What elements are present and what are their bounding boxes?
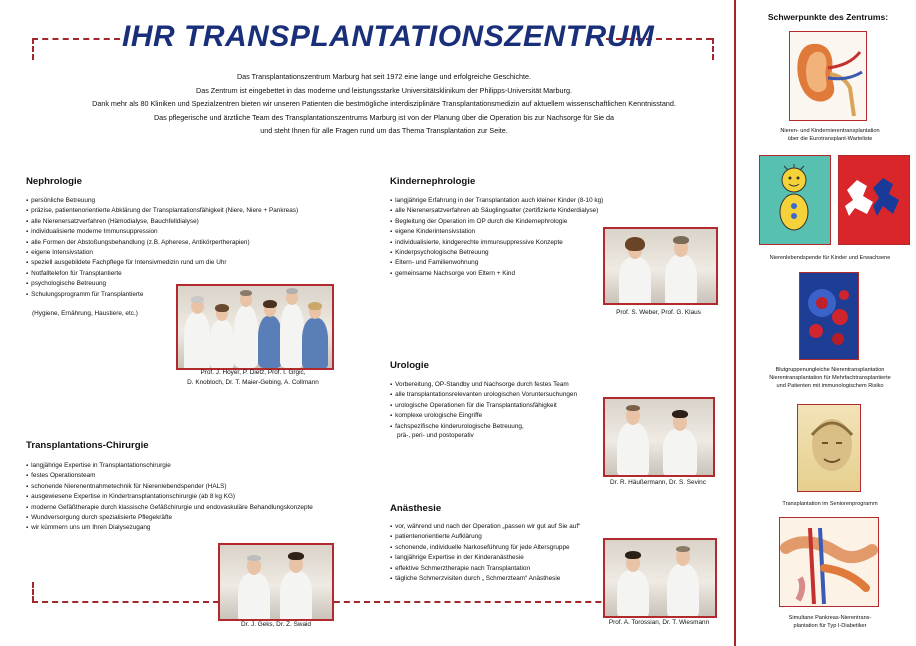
list-item: ▪ eigene Kinderintensivstation bbox=[390, 227, 603, 237]
list-item: ▪ schonende, individuelle Narkoseführung für jede Altersgruppe bbox=[390, 543, 580, 553]
section-heading-chirurgie: Transplantations-Chirurgie bbox=[26, 440, 149, 451]
sidebar-divider bbox=[734, 0, 736, 646]
list-item: ▪ alle transplantationsrelevanten urologischen Voruntersuchungen bbox=[390, 390, 577, 400]
list-item: ▪ Notfalltelefon für Transplantierte bbox=[26, 269, 298, 279]
intro-line: Das Transplantationszentrum Marburg hat seit 1972 eine lange und erfolgreiche Geschichte. bbox=[236, 72, 532, 81]
team-photo-anaesthesie bbox=[603, 538, 717, 618]
list-item: ▪ komplexe urologische Eingriffe bbox=[390, 411, 577, 421]
sidebar-heading: Schwerpunkte des Zentrums: bbox=[767, 12, 889, 22]
list-item: ▪ langjährige Erfahrung in der Transplantation auch kleiner Kinder (8-10 kg) bbox=[390, 196, 603, 206]
caption-line: Nierenlebendspende für Kinder und Erwachsene bbox=[769, 255, 891, 261]
sidebar-caption-2 bbox=[752, 254, 908, 262]
caption-line: D. Knobloch, Dr. T. Maier-Gebing, A. Collmann bbox=[187, 378, 319, 386]
list-item: ▪ Begleitung der Operation im OP durch die Kindernephrologie bbox=[390, 217, 603, 227]
list-kindernephrologie bbox=[390, 196, 603, 279]
senior-portrait-icon bbox=[797, 404, 861, 492]
caption-line: Prof. J. Hoyer, P. Dietz, Prof. I. Grgic, bbox=[200, 369, 306, 376]
intro-line: Das pflegerische und ärztliche Team des Transplantationszentrums Marburg ist von der Planung über die Operation bis zur Nachsorge für Sie da bbox=[153, 112, 615, 122]
list-item: ▪ individualisierte moderne Immunsuppression bbox=[26, 227, 298, 237]
list-item: ▪ patientenorientierte Aufklärung bbox=[390, 532, 580, 542]
list-item: ▪ präzise, patientenorientierte Abklärung der Transplantationsfähigkeit (Niere, Niere + Pankreas) bbox=[26, 206, 298, 216]
section-heading-urologie: Urologie bbox=[390, 360, 429, 371]
list-item: ▪ Vorbereitung, OP-Standby und Nachsorge durch festes Team bbox=[390, 380, 577, 390]
photo-caption-chirurgie: Dr. J. Geks, Dr. Z. Swaid bbox=[241, 621, 311, 628]
top-border-left bbox=[32, 38, 120, 40]
pancreas-illustration-icon bbox=[779, 517, 879, 607]
list-item: ▪ wir kümmern uns um Ihren Dialysezugang bbox=[26, 523, 313, 533]
kidney-illustration-icon bbox=[789, 31, 867, 121]
caption-line: plantation für Typ I-Diabetiker bbox=[793, 623, 867, 629]
list-item: ▪ psychologische Betreuung bbox=[26, 279, 298, 289]
list-item: ▪ festes Operationsteam bbox=[26, 471, 313, 481]
caption-line: Transplantation im Seniorenprogramm bbox=[782, 501, 878, 507]
list-item-continued: (Hygiene, Ernährung, Haustiere, etc.) bbox=[32, 310, 138, 317]
list-item: ▪ Eltern- und Familienwohnung bbox=[390, 258, 603, 268]
sidebar-caption-3 bbox=[752, 366, 908, 390]
list-item: ▪ Wundversorgung durch spezialisierte Pflegekräfte bbox=[26, 513, 313, 523]
photo-caption-urologie: Dr. R. Häußermann, Dr. S. Sevinc bbox=[610, 479, 706, 486]
list-item: ▪ individualisierte, kindgerechte immunsuppressive Konzepte bbox=[390, 238, 603, 248]
team-photo-urologie bbox=[603, 397, 715, 477]
team-photo-chirurgie bbox=[218, 543, 334, 621]
caption-line: Simultane Pankreas-Nierentrans- bbox=[788, 615, 872, 621]
left-border-top bbox=[32, 38, 34, 60]
photo-caption-kindernephrologie: Prof. S. Weber, Prof. G. Klaus bbox=[616, 309, 701, 316]
list-item: ▪ alle Nierenersatzverfahren ab Säuglingsalter (zertifizierte Kinderdialyse) bbox=[390, 206, 603, 216]
list-item: ▪ urologische Operationen für die Transplantationsfähigkeit bbox=[390, 401, 577, 411]
intro-line: Das Zentrum ist eingebettet in das moderne und leistungsstarke Universitätsklinikum der Philipps-Universität Marburg. bbox=[196, 85, 572, 95]
list-item: ▪ langjährige Expertise in Transplantationschirurgie bbox=[26, 461, 313, 471]
sidebar-caption-5 bbox=[752, 614, 908, 630]
intro-line: Dank mehr als 80 Kliniken und Spezialzentren bieten wir unseren Patienten die bestmögliche interdisziplinäre Transplantationsmedizin auf aktuellem wissenschaftlichen Kenntnisstand. bbox=[92, 99, 676, 109]
list-item: ▪ fachspezifische kinderurologische Betreuung, bbox=[390, 422, 577, 432]
list-anaesthesie bbox=[390, 522, 580, 584]
list-item-continued: prä-, peri- und postoperativ bbox=[397, 432, 474, 439]
team-photo-nephrologie bbox=[176, 284, 334, 370]
list-item: ▪ speziell ausgebildete Fachpflege für Intensivmedizin rund um die Uhr bbox=[26, 258, 298, 268]
team-photo-kindernephrologie bbox=[603, 227, 718, 305]
photo-caption-nephrologie bbox=[170, 368, 336, 387]
puzzle-figures-icon bbox=[838, 155, 910, 245]
list-item: ▪ moderne Gefäßtherapie durch klassische Gefäßchirurgie und endovaskuläre Behandlungskonzepte bbox=[26, 503, 313, 513]
list-item: ▪ eigene Intensivstation bbox=[26, 248, 298, 258]
photo-caption-anaesthesie: Prof. A. Torossian, Dr. T. Wiesmann bbox=[608, 619, 710, 626]
list-item: ▪ langjährige Expertise in der Kinderanästhesie bbox=[390, 553, 580, 563]
list-urologie bbox=[390, 380, 577, 432]
list-item: ▪ persönliche Betreuung bbox=[26, 196, 298, 206]
caption-line: über die Eurotransplant-Warteliste bbox=[787, 136, 873, 142]
right-border-top bbox=[712, 38, 714, 60]
caption-line: Nierentransplantation für Mehrfachtransplantierte bbox=[769, 375, 891, 381]
list-item: ▪ gemeinsame Nachsorge von Eltern + Kind bbox=[390, 269, 603, 279]
caption-line: und Patienten mit immunologischem Risiko bbox=[776, 383, 884, 389]
list-chirurgie bbox=[26, 461, 313, 534]
list-item: ▪ alle Nierenersatzverfahren (Hämodialyse, Bauchfelldialyse) bbox=[26, 217, 298, 227]
section-heading-nephrologie: Nephrologie bbox=[26, 176, 82, 187]
section-heading-kindernephrologie: Kindernephrologie bbox=[390, 176, 476, 187]
list-item: ▪ Schulungsprogramm für Transplantierte bbox=[26, 290, 298, 300]
list-item: ▪ vor, während und nach der Operation „passen wir gut auf Sie auf“ bbox=[390, 522, 580, 532]
sidebar-caption-4 bbox=[752, 500, 908, 508]
intro-text bbox=[40, 70, 728, 138]
caption-line: Nieren- und Kindernierentransplantation bbox=[780, 128, 880, 134]
blood-cells-icon bbox=[799, 272, 859, 360]
section-heading-anaesthesie: Anästhesie bbox=[390, 503, 442, 514]
sidebar-caption-1 bbox=[752, 127, 908, 143]
caption-line: Blutgruppenungleiche Nierentransplantation bbox=[775, 367, 885, 373]
list-item: ▪ effektive Schmerztherapie nach Transplantation bbox=[390, 564, 580, 574]
child-drawing-icon bbox=[759, 155, 831, 245]
left-border-bottom bbox=[32, 582, 34, 602]
list-item: ▪ alle Formen der Abstoßungsbehandlung (z.B. Apherese, Antikörpertherapien) bbox=[26, 238, 298, 248]
list-item: ▪ schonende Nierenentnahmetechnik für Nierenlebendspender (HALS) bbox=[26, 482, 313, 492]
list-item: ▪ tägliche Schmerzvisiten durch „ Schmerzteam“ Anästhesie bbox=[390, 574, 580, 584]
page-title: IHR TRANSPLANTATIONSZENTRUM bbox=[122, 20, 655, 53]
intro-line: und steht Ihnen für alle Fragen rund um das Thema Transplantation zur Seite. bbox=[260, 126, 508, 136]
list-item: ▪ Kinderpsychologische Betreuung bbox=[390, 248, 603, 258]
list-item: ▪ ausgewiesene Expertise in Kindertransplantationschirurgie (ab 8 kg KG) bbox=[26, 492, 313, 502]
